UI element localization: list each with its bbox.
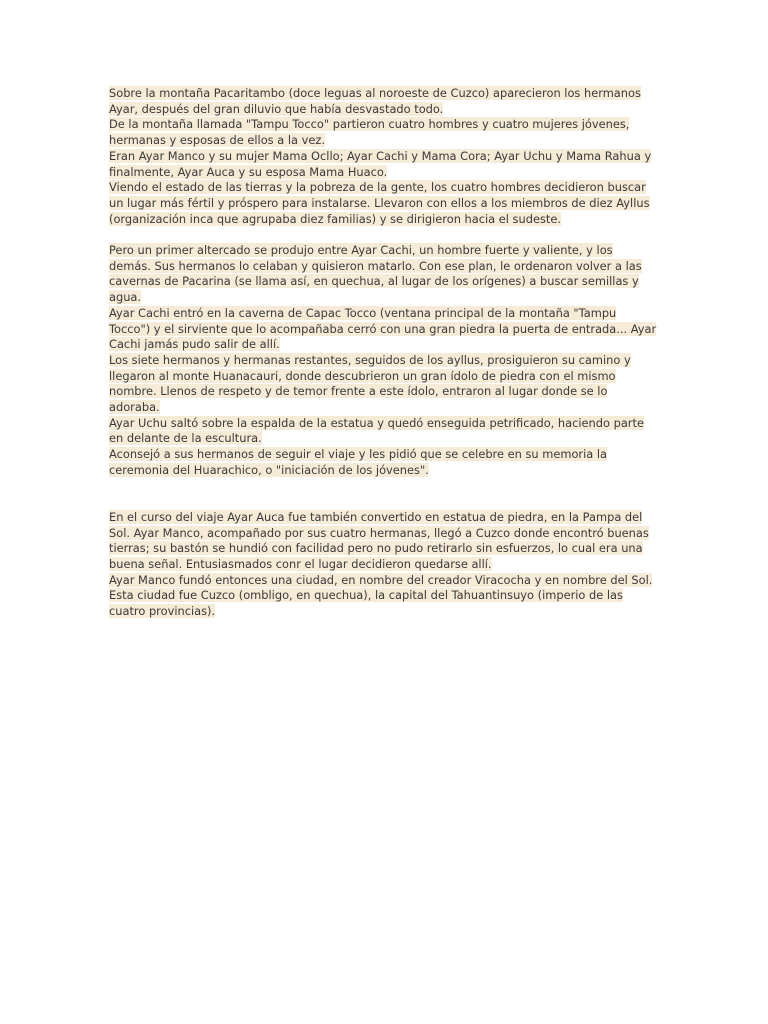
paragraph-block-2 — [109, 243, 669, 479]
text-line: cuatro provincias). — [109, 604, 216, 619]
text-line: Tocco") y el sirviente que lo acompañaba cerró con una gran piedra la puerta de entrada... Ayar — [109, 321, 657, 336]
paragraph-block-1 — [109, 86, 669, 227]
text-line: Sobre la montaña Pacaritambo (doce leguas al noroeste de Cuzco) aparecieron los hermanos — [109, 86, 641, 100]
text-line: adoraba. — [109, 400, 160, 415]
text-line: Aconsejó a sus hermanos de seguir el viaje y les pidió que se celebre en su memoria la — [109, 447, 608, 462]
text-line: hermanas y esposas de ellos a la vez. — [109, 133, 325, 148]
text-line: Ayar Cachi entró en la caverna de Capac Tocco (ventana principal de la montaña "Tampu — [109, 305, 617, 320]
text-line: Los siete hermanos y hermanas restantes, seguidos de los ayllus, prosiguieron su camino y — [109, 352, 631, 367]
text-line: ceremonia del Huarachico, o "iniciación de los jóvenes". — [109, 462, 429, 477]
text-line: En el curso del viaje Ayar Auca fue también convertido en estatua de piedra, en la Pampa del — [109, 509, 643, 524]
paragraph-spacer — [109, 479, 669, 510]
text-line: buena señal. Entusiasmados conr el lugar decidieron quedarse allí. — [109, 557, 492, 572]
text-line: Sol. Ayar Manco, acompañado por sus cuatro hermanas, llegó a Cuzco donde encontró buenas — [109, 525, 649, 540]
text-line: Pero un primer altercado se produjo entre Ayar Cachi, un hombre fuerte y valiente, y los — [109, 243, 613, 258]
text-line: Eran Ayar Manco y su mujer Mama Ocllo; Ayar Cachi y Mama Cora; Ayar Uchu y Mama Rahua y — [109, 148, 652, 163]
text-line: nombre. Llenos de respeto y de temor frente a este ídolo, entraron al lugar donde se lo — [109, 384, 608, 399]
text-line: un lugar más fértil y próspero para instalarse. Llevaron con ellos a los miembros de diez Ayllus — [109, 195, 650, 210]
text-line: en delante de la escultura. — [109, 431, 262, 446]
text-line: agua. — [109, 290, 142, 305]
text-line: tierras; su bastón se hundió con facilidad pero no pudo retirarlo sin esfuerzos, lo cual era una — [109, 541, 643, 556]
text-line: Cachi jamás pudo salir de allí. — [109, 337, 280, 352]
paragraph-spacer — [109, 227, 669, 243]
paragraph-block-3 — [109, 510, 669, 620]
text-line: Esta ciudad fue Cuzco (ombligo, en quechua), la capital del Tahuantinsuyo (imperio de las — [109, 588, 623, 603]
document-body — [109, 86, 669, 620]
text-line: Ayar Manco fundó entonces una ciudad, en nombre del creador Viracocha y en nombre del Sol. — [109, 572, 653, 587]
text-line: llegaron al monte Huanacauri, donde descubrieron un gran ídolo de piedra con el mismo — [109, 368, 616, 383]
text-line: De la montaña llamada "Tampu Tocco" partieron cuatro hombres y cuatro mujeres jóvenes, — [109, 117, 630, 132]
text-line: finalmente, Ayar Auca y su esposa Mama Huaco. — [109, 164, 388, 179]
text-line: Viendo el estado de las tierras y la pobreza de la gente, los cuatro hombres decidieron buscar — [109, 180, 646, 195]
text-line: (organización inca que agrupaba diez familias) y se dirigieron hacia el sudeste. — [109, 211, 561, 226]
text-line: Ayar, después del gran diluvio que había desvastado todo. — [109, 101, 444, 116]
text-line: Ayar Uchu saltó sobre la espalda de la estatua y quedó enseguida petrificado, haciendo parte — [109, 415, 644, 430]
text-line: demás. Sus hermanos lo celaban y quisieron matarlo. Con ese plan, le ordenaron volver a las — [109, 258, 642, 273]
text-line: cavernas de Pacarina (se llama así, en quechua, al lugar de los orígenes) a buscar semillas y — [109, 274, 639, 289]
